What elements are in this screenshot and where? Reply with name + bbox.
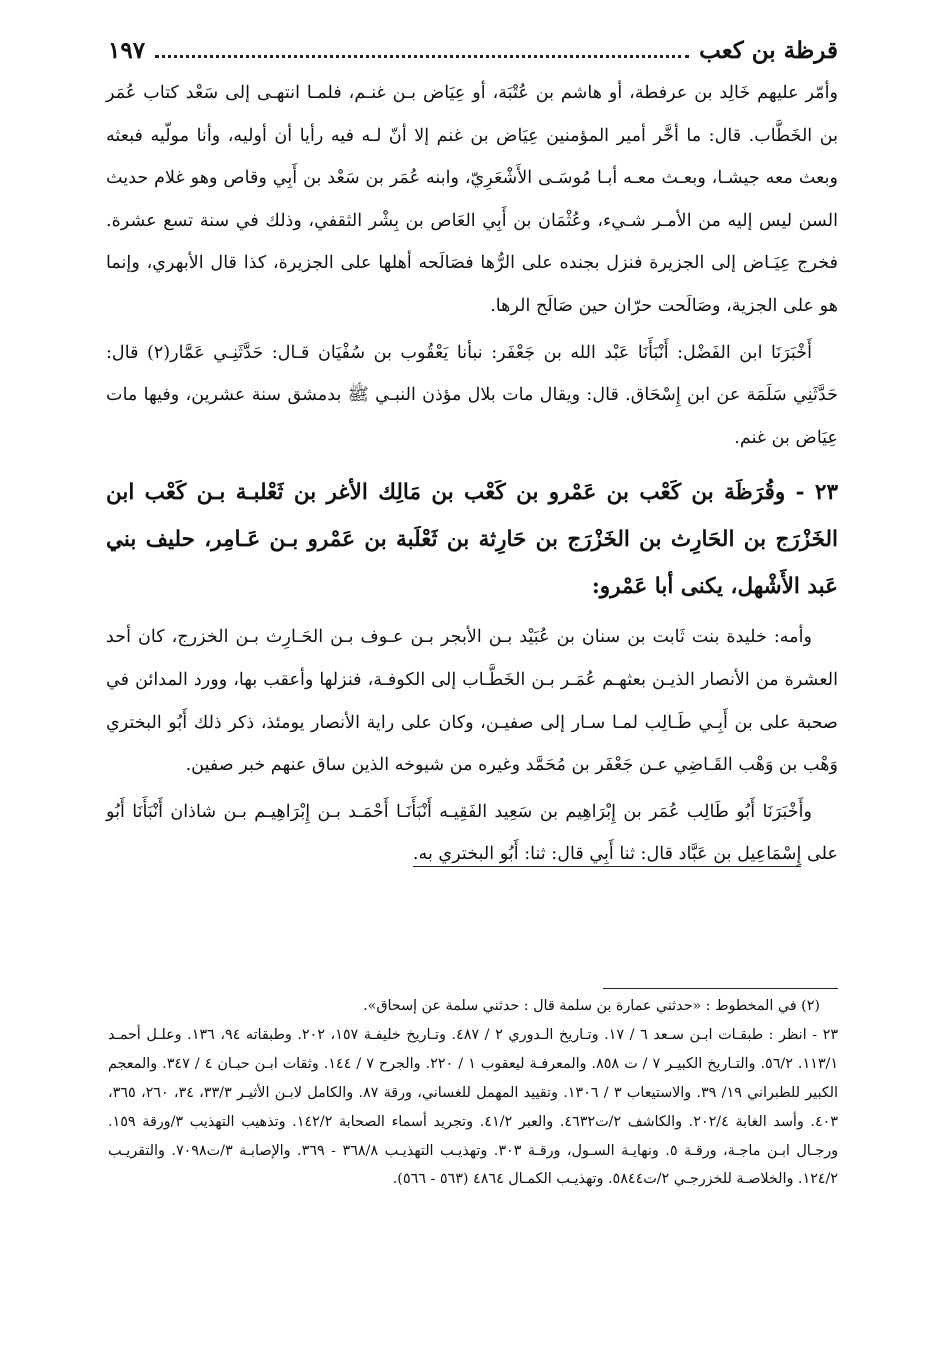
paragraph-isnad-ibn-al-fadl: أَخْبَرَنَا ابن الفَضْل: أَنْبَأَنَا عَبْد الله بن جَعْفَر: نبأنا يَعْقُوب بن سُفْيَان قـال: حَدَّثَنِـي عَمَّار(٢) قال: حَدَّثَنِي سَلَمَة عن ابن إِسْحَاق. قال: ويقال مات بلال مؤذن النبـي ﷺ بدمشق سنة عشرين، وفيها مات عِيَاض بن غنم.: [106, 342, 838, 448]
footnote-23-references: ٢٣ - انظر : طبقـات ابـن سـعد ٦ / ١٧. وتـاريخ الـدوري ٢ / ٤٨٧. وتـاريخ خليفـة ١٥٧، ٢٠٢. وطبقاته ٩٤، ١٣٦. وعلـل أحمـد ١١٣/١. ٥٦/٢. والتـاريخ الكبيـر ٧ / ت ٨٥٨. والمعرفـة ليعقوب ١ / ٢٢٠. والجرح ٧ / ١٤٤. وثقات ابـن حبـان ٤ / ٣٤٧. والمعجم الكبير للطبراني ١٩/ ٣٩. والاستيعاب ٣ / ١٣٠٦. وتقييد المهمل للغساني، ورقة ٨٧. والكامل لابـن الأثيـر ٣٣/٣، ٣٤، ٢٦٠، ٣٦٥، ٤٠٣. وأسد الغابة ٢٠٢/٤. والكاشف ٢/ت٤٦٣٢. والعبر ٤١/٢. وتجريد أسماء الصحابة ١٤٢/٢. وتذهيب التهذيب ٣/ورقة ١٥٩. ورجـال ابـن ماجـة، ورقـة ٥. ونهايـة السـول، ورقـة ٣٠٣. وتهذيـب التهذيـب ٣٦٨/٨ - ٣٦٩. والإصابـة ٣/ت٧٠٩٨. والتقريـب ١٢٤/٢. والخلاصـة للخزرجـي ٢/ت٥٨٤٤. وتهذيـب الكمـال ٤٨٦٤ (٥٦٣ - ٥٦٦).: [108, 1026, 839, 1188]
isnad-main-text: وأَخْبَرَنَا أَبُو طَالِب عُمَر بن إِبْرَاهِيم بن سَعِيد الفَقِيـه أَنْبَأَنَـا أَحْمَـد بـن إِبْرَاهِيـم بـن شاذان أَنْبَأَنَا أَبُو على: [106, 801, 838, 865]
main-text: [106, 72, 838, 876]
page-number: ١٩٧: [108, 36, 146, 64]
running-title: قرظة بن كعب: [699, 36, 838, 64]
isnad-underlined-text: إِسْمَاعِيل بن عَبَّاد قال: ثنا أَبِي قال: ثنا: أَبُو البختري به.: [413, 844, 801, 867]
paragraph-iyad-narrative: وأمّر عليهم خَالِد بن عرفطة، أو هاشم بن عُتْبَة، أو عِيَاض بـن غنـم، فلمـا انتهـى إلى سَعْد كتاب عُمَر بن الخَطَّاب. قال: ما أخَّر أمير المؤمنين عِيَاض بن غنم إلا أنّ لـه فيه رأيا أن أوليه، وأنا مولّيه فبعثه وبعث معه جيشـا، وبعـث معـه أبـا مُوسَـى الأَشْعَرِيّ، وابنه عُمَر بن سَعْد بن أَبِي وقاص وهو غلام حديث السن ليس إليه من الأمـر شـيء، وعُثْمَان بن أَبِي العَاص بن بِشْر الثقفي، وذلك في سنة تسع عشرة. فخرج عِيَـاض إلى الجزيرة فنزل بجنده على الرُّها فصَالَحه أهلها على الجزيرة، كذا قال الأبهري، وإنما هو على الجزية، وصَالَحت حرّان حين صَالَح الرها.: [106, 83, 838, 316]
footnotes: [108, 992, 838, 1194]
running-header: [108, 30, 838, 70]
header-dot-leader: [155, 55, 689, 58]
paragraph-isnad-abu-talib: [106, 791, 838, 876]
footnote-2: (٢) في المخطوط : «حدثني عمارة بن سلمة قال : حدثني سلمة عن إسحاق».: [363, 998, 820, 1014]
paragraph-mother-lineage: وأمه: خليدة بنت ثَابت بن سنان بن عُبَيْد بـن الأبجر بـن عـوف بـن الحَـارِث بـن الخزرج، كان أحد العشرة من الأنصار الذيـن بعثهـم عُمَـر بـن الخَطَّـاب إلى الكوفـة، فنزلها وأعقب بها، وورد المدائن في صحبة على بن أَبِـي طَـالِب لمـا سـار إلى صفيـن، وكان على راية الأنصار يومئذ، ذكر ذلك أَبُو البختري وَهْب بن وَهْب القَـاضِي عـن جَعْفَر بن مُحَمَّد وغيره من شيوخه الذين ساق عنهم خبر صفين.: [106, 627, 838, 776]
biography-heading-qurazah: ٢٣ - وقُرَظَة بن كَعْب بن عَمْرو بن كَعْب بن مَالِك الأغر بن ثَعْلبـة بـن كَعْب ابن الخَزْرَج بن الحَارِث بن الخَزْرَج بن حَارِثة بن ثَعْلَبة بن عَمْرو بـن عَـامِر، حليف بني عَبد الأَشْهل، يكنى أبا عَمْرو:: [106, 480, 838, 600]
footnote-separator: [603, 988, 838, 989]
